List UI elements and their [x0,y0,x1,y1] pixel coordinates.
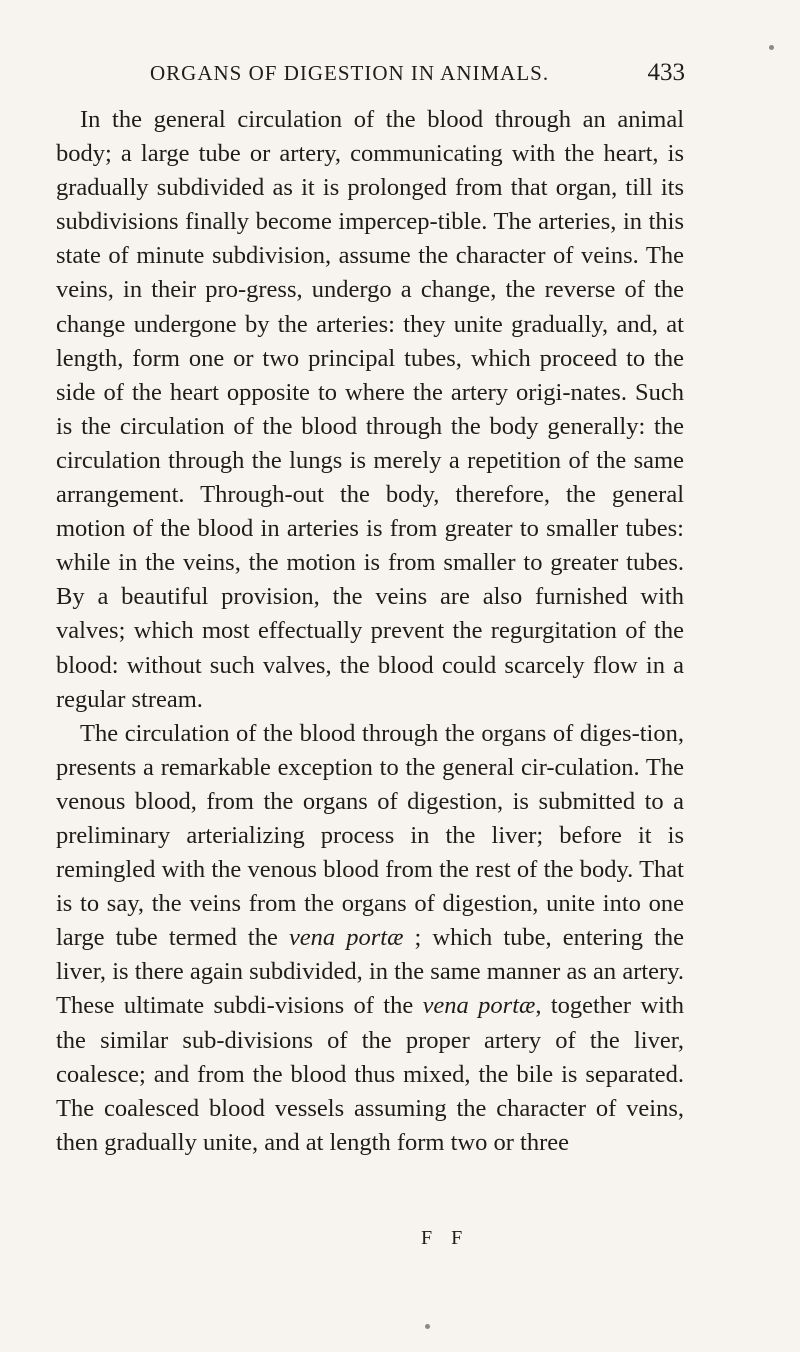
signature-mark: F F [421,1227,470,1249]
running-title: ORGANS OF DIGESTION IN ANIMALS. [150,61,550,85]
page-header [150,55,685,91]
paper-speck [769,45,774,50]
vena-portae-term-2: vena portæ [422,992,536,1020]
vena-portae-term-1: vena portæ [288,924,404,952]
page-number: 433 [647,59,685,86]
body-text [56,103,684,1160]
paragraph-2 [56,717,684,1160]
paper-speck [425,1324,430,1329]
paragraph-2-text-1: The circulation of the blood through the organs of diges-tion, presents a remarkable exception to the general cir-culation. The venous blood, from the organs of digestion, is submitted to a preliminary arterializing process in the liver; before it is remingled with the venous blood from the rest of the body. That is to say, the veins from the organs of digestion, unite into one large tube termed the [56,719,684,952]
paragraph-1: In the general circulation of the blood through an animal body; a large tube or artery, communicating with the heart, is gradually subdivided as it is prolonged from that organ, till its subdivisions finally become impercep-tible. The arteries, in this state of minute subdivision, assume the character of veins. The veins, in their pro-gress, undergo a change, the reverse of the change undergone by the arteries: they unite gradually, and, at length, form one or two principal tubes, which proceed to the side of the heart opposite to where the artery origi-nates. Such is the circulation of the blood through the body generally: the circulation through the lungs is merely a repetition of the same arrangement. Through-out the body, therefore, the general motion of the blood in arteries is from greater to smaller tubes: while in the veins, the motion is from smaller to greater tubes. By a beautiful provision, the veins are also furnished with valves; which most effectually prevent the regurgitation of the blood: without such valves, the blood could scarcely flow in a regular stream. [56,106,684,713]
paragraph-2-text-3: , together with the similar sub-divisions of the proper artery of the liver, coalesce; and from the blood thus mixed, the bile is separated. The coalesced blood vessels assuming the character of veins, then gradually unite, and at length form two or three [56,992,684,1156]
paragraph-2-text-2: ; which tube, entering the liver, is there again subdivided, in the same manner as an artery. These ultimate subdi-visions of the [56,924,684,1020]
